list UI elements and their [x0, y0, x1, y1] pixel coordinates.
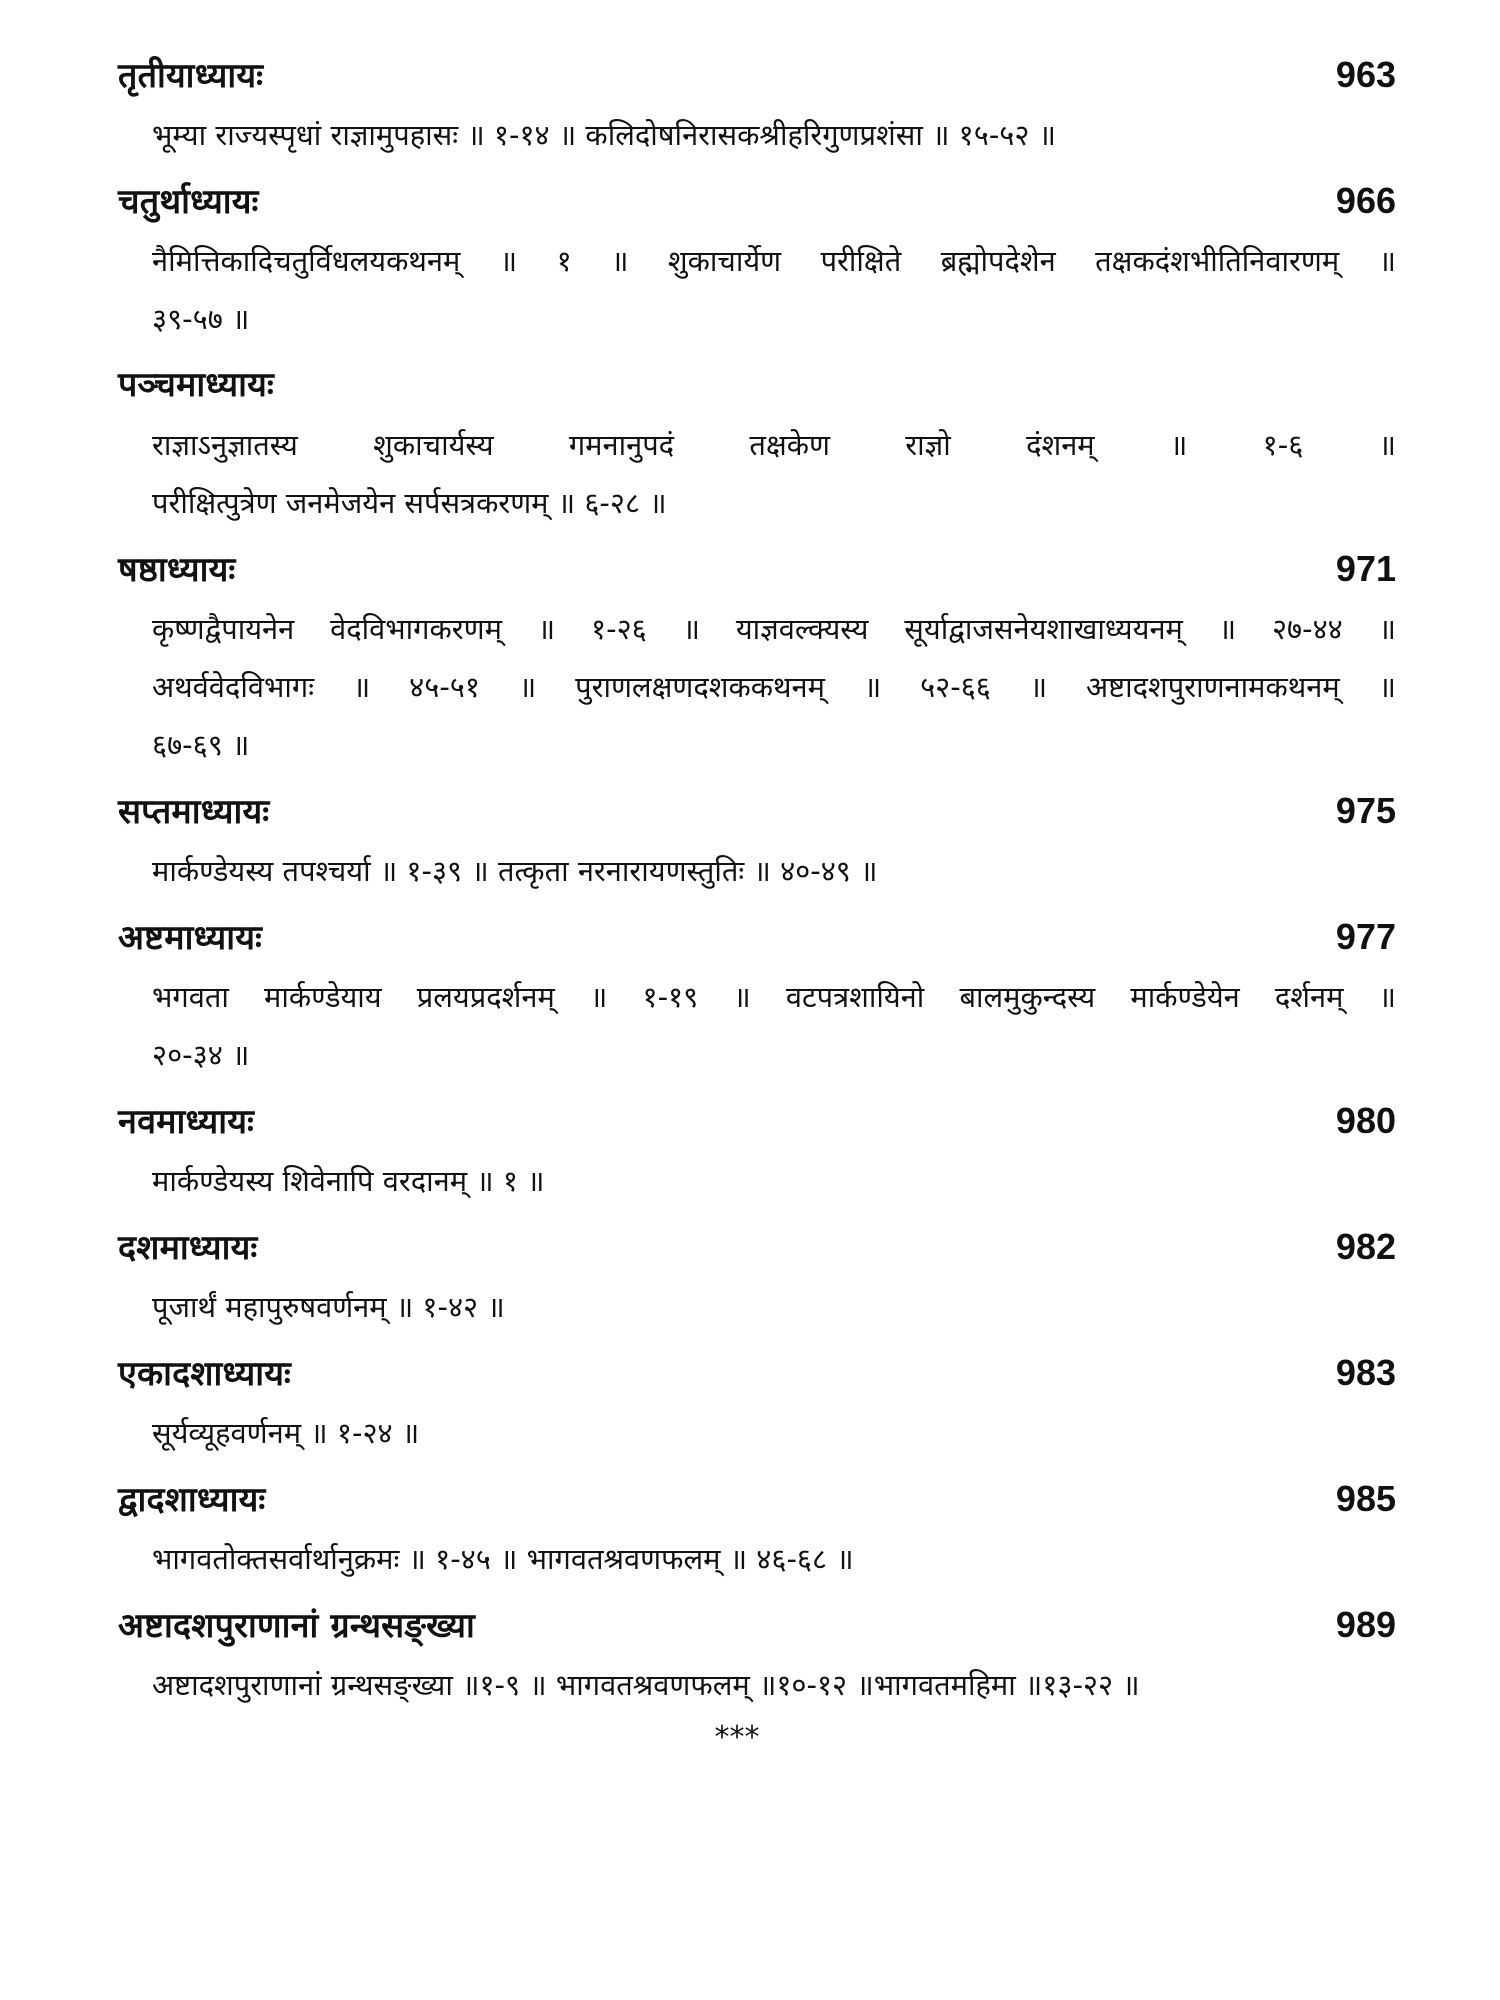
toc-entry — [118, 1342, 1396, 1462]
toc-entry — [118, 1216, 1396, 1336]
toc-heading-row — [118, 1090, 1396, 1152]
toc-entry — [118, 44, 1396, 164]
chapter-heading: चतुर्थाध्यायः — [118, 182, 259, 222]
toc-heading-row — [118, 1468, 1396, 1530]
toc-heading-row — [118, 354, 1396, 416]
chapter-summary — [118, 1152, 1396, 1210]
toc-entry — [118, 354, 1396, 532]
toc-entry — [118, 170, 1396, 348]
page-number: 980 — [1335, 1100, 1396, 1141]
chapter-summary — [118, 600, 1396, 774]
summary-line: नैमित्तिकादिचतुर्विधलयकथनम् ॥ १ ॥ शुकाचार्येण परीक्षिते ब्रह्मोपदेशेन तक्षकदंशभीतिनिवारणम् ॥ — [152, 244, 1396, 278]
page-number: 989 — [1335, 1604, 1396, 1645]
toc-heading-row — [118, 538, 1396, 600]
chapter-summary — [118, 416, 1396, 532]
toc-heading-row — [118, 1216, 1396, 1278]
summary-line: पूजार्थं महापुरुषवर्णनम् ॥ १-४२ ॥ — [152, 1290, 505, 1324]
toc-entry — [118, 780, 1396, 900]
summary-line: परीक्षित्पुत्रेण जनमेजयेन सर्पसत्रकरणम् ॥ ६-२८ ॥ — [152, 486, 667, 520]
toc-heading-row — [118, 1342, 1396, 1404]
page-number: 977 — [1335, 916, 1396, 957]
summary-line: अष्टादशपुराणानां ग्रन्थसङ्ख्या ॥१-९ ॥ भागवतश्रवणफलम् ॥१०-१२ ॥भागवतमहिमा ॥१३-२२ ॥ — [152, 1668, 1140, 1702]
summary-line: सूर्यव्यूहवर्णनम् ॥ १-२४ ॥ — [152, 1416, 420, 1450]
chapter-heading: षष्ठाध्यायः — [118, 550, 236, 590]
chapter-heading: एकादशाध्यायः — [118, 1354, 291, 1394]
page-number: 985 — [1335, 1478, 1396, 1519]
chapter-heading: अष्टादशपुराणानां ग्रन्थसङ्ख्या — [118, 1606, 475, 1646]
summary-line: मार्कण्डेयस्य तपश्चर्या ॥ १-३९ ॥ तत्कृता नरनारायणस्तुतिः ॥ ४०-४९ ॥ — [152, 854, 878, 888]
end-mark: *** — [714, 1720, 760, 1755]
toc-entry — [118, 906, 1396, 1084]
summary-line: राज्ञाऽनुज्ञातस्य शुकाचार्यस्य गमनानुपदं तक्षकेण राज्ञो दंशनम् ॥ १-६ ॥ — [152, 428, 1396, 462]
chapter-summary — [118, 106, 1396, 164]
toc-entry — [118, 1090, 1396, 1210]
chapter-summary — [118, 1278, 1396, 1336]
chapter-summary — [118, 1656, 1396, 1714]
chapter-heading: सप्तमाध्यायः — [118, 792, 270, 832]
summary-line: ६७-६९ ॥ — [152, 728, 250, 762]
chapter-heading: द्वादशाध्यायः — [118, 1480, 266, 1520]
toc-heading-row — [118, 44, 1396, 106]
toc-heading-row — [118, 170, 1396, 232]
chapter-heading: नवमाध्यायः — [118, 1102, 255, 1142]
chapter-heading: दशमाध्यायः — [118, 1228, 258, 1268]
page-number: 966 — [1335, 180, 1396, 221]
chapter-summary — [118, 1530, 1396, 1588]
chapter-summary — [118, 232, 1396, 348]
table-of-contents — [118, 44, 1396, 1755]
summary-line: कृष्णद्वैपायनेन वेदविभागकरणम् ॥ १-२६ ॥ याज्ञवल्क्यस्य सूर्याद्वाजसनेयशाखाध्ययनम् ॥ २७-४४ ॥ — [152, 612, 1396, 646]
chapter-summary — [118, 1404, 1396, 1462]
summary-line: मार्कण्डेयस्य शिवेनापि वरदानम् ॥ १ ॥ — [152, 1164, 545, 1198]
summary-line: भागवतोक्तसर्वार्थानुक्रमः ॥ १-४५ ॥ भागवतश्रवणफलम् ॥ ४६-६८ ॥ — [152, 1542, 854, 1576]
toc-entry — [118, 1468, 1396, 1588]
chapter-heading: अष्टमाध्यायः — [118, 918, 263, 958]
page-number: 982 — [1335, 1226, 1396, 1267]
summary-line: ३९-५७ ॥ — [152, 302, 250, 336]
toc-heading-row — [118, 780, 1396, 842]
summary-line: भगवता मार्कण्डेयाय प्रलयप्रदर्शनम् ॥ १-१९ ॥ वटपत्रशायिनो बालमुकुन्दस्य मार्कण्डेयेन दर्शनम् ॥ — [152, 980, 1396, 1014]
summary-line: २०-३४ ॥ — [152, 1038, 250, 1072]
chapter-heading: पञ्चमाध्यायः — [118, 365, 274, 405]
toc-heading-row — [118, 1594, 1396, 1656]
page-number: 971 — [1335, 548, 1396, 589]
summary-line: अथर्ववेदविभागः ॥ ४५-५१ ॥ पुराणलक्षणदशककथनम् ॥ ५२-६६ ॥ अष्टादशपुराणनामकथनम् ॥ — [152, 670, 1396, 704]
chapter-summary — [118, 968, 1396, 1084]
page-number: 975 — [1335, 790, 1396, 831]
chapter-heading: तृतीयाध्यायः — [118, 56, 264, 96]
toc-entry — [118, 1594, 1396, 1714]
chapter-summary — [118, 842, 1396, 900]
toc-heading-row — [118, 906, 1396, 968]
page-number: 983 — [1335, 1352, 1396, 1393]
summary-line: भूम्या राज्यस्पृधां राज्ञामुपहासः ॥ १-१४ ॥ कलिदोषनिरासकश्रीहरिगुणप्रशंसा ॥ १५-५२ ॥ — [152, 118, 1057, 152]
toc-entry — [118, 538, 1396, 774]
page-number: 963 — [1335, 54, 1396, 95]
